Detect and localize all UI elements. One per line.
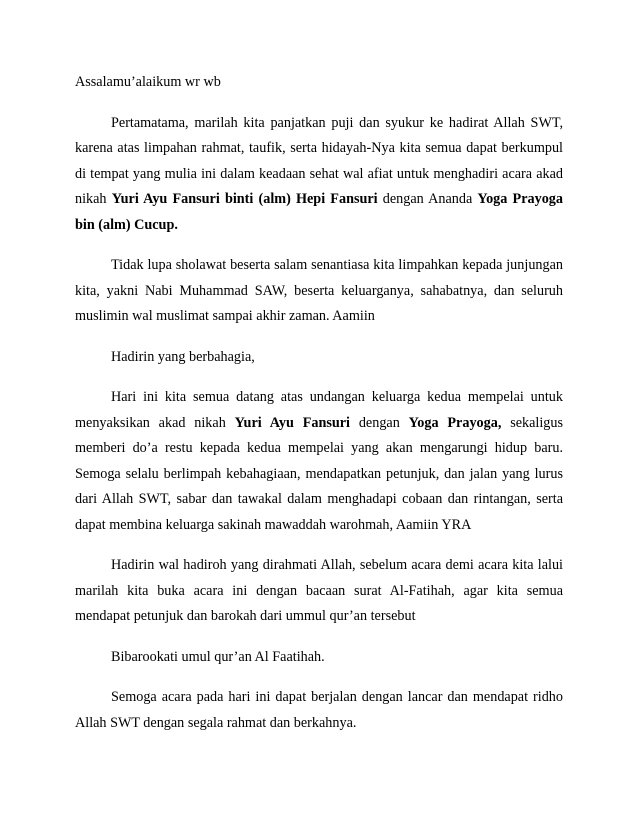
- paragraph-purpose: [75, 385, 563, 538]
- paragraph-text: Pertamatama, marilah kita panjatkan puji dan syukur ke hadirat Allah SWT, karena atas limpahan rahmat, taufik, serta hidayah-Nya kita semua dapat berkumpul di tempat yang mulia ini dalam keadaan sehat wal afiat untuk menghadiri acara akad nikah: [75, 114, 563, 207]
- groom-name: Yoga Prayoga,: [408, 414, 502, 431]
- bride-name-full: Yuri Ayu Fansuri binti (alm) Hepi Fansuri: [111, 191, 378, 207]
- paragraph-bibarookati: Bibarookati umul qur’an Al Faatihah.: [111, 648, 325, 665]
- paragraph-address: Hadirin yang berbahagia,: [111, 348, 255, 365]
- paragraph-alfatihah-invite: Hadirin wal hadiroh yang dirahmati Allah, sebelum acara demi acara kita lalui marilah kita buka acara ini dengan bacaan surat Al-Fatihah, agar kita semua mendapat petunjuk dan barokah dari ummul qur’an tersebut: [75, 557, 563, 624]
- groom-name-full: Yoga Prayoga bin (alm) Cucup.: [75, 191, 563, 233]
- paragraph-closing: Semoga acara pada hari ini dapat berjalan dengan lancar dan mendapat ridho Allah SWT dengan segala rahmat dan berkahnya.: [75, 689, 563, 731]
- paragraph-text: dengan Ananda: [377, 191, 478, 207]
- paragraph-text: sekaligus memberi do’a restu kepada kedua mempelai yang akan mengarungi hidup baru. Semoga selalu berlimpah kebahagiaan, mendapatkan petunjuk, dan jalan yang lurus dari Allah SWT, sabar dan tawakal dalam menghadapi cobaan dan rintangan, serta dapat membina keluarga sakinah mawaddah warohmah, Aamiin YRA: [75, 414, 563, 533]
- greeting: Assalamu’alaikum wr wb: [75, 74, 221, 90]
- document-page: [75, 70, 563, 751]
- paragraph-text: Hari ini kita semua datang atas undangan keluarga kedua mempelai untuk menyaksikan akad nikah: [75, 389, 563, 431]
- paragraph-opening: [75, 111, 563, 239]
- bride-name: Yuri Ayu Fansuri: [234, 414, 351, 431]
- paragraph-text: dengan: [350, 414, 409, 431]
- paragraph-sholawat: Tidak lupa sholawat beserta salam senantiasa kita limpahkan kepada junjungan kita, yakni Nabi Muhammad SAW, beserta keluarganya, sahabatnya, dan seluruh muslimin wal muslimat sampai akhir zaman. Aamiin: [75, 257, 563, 324]
